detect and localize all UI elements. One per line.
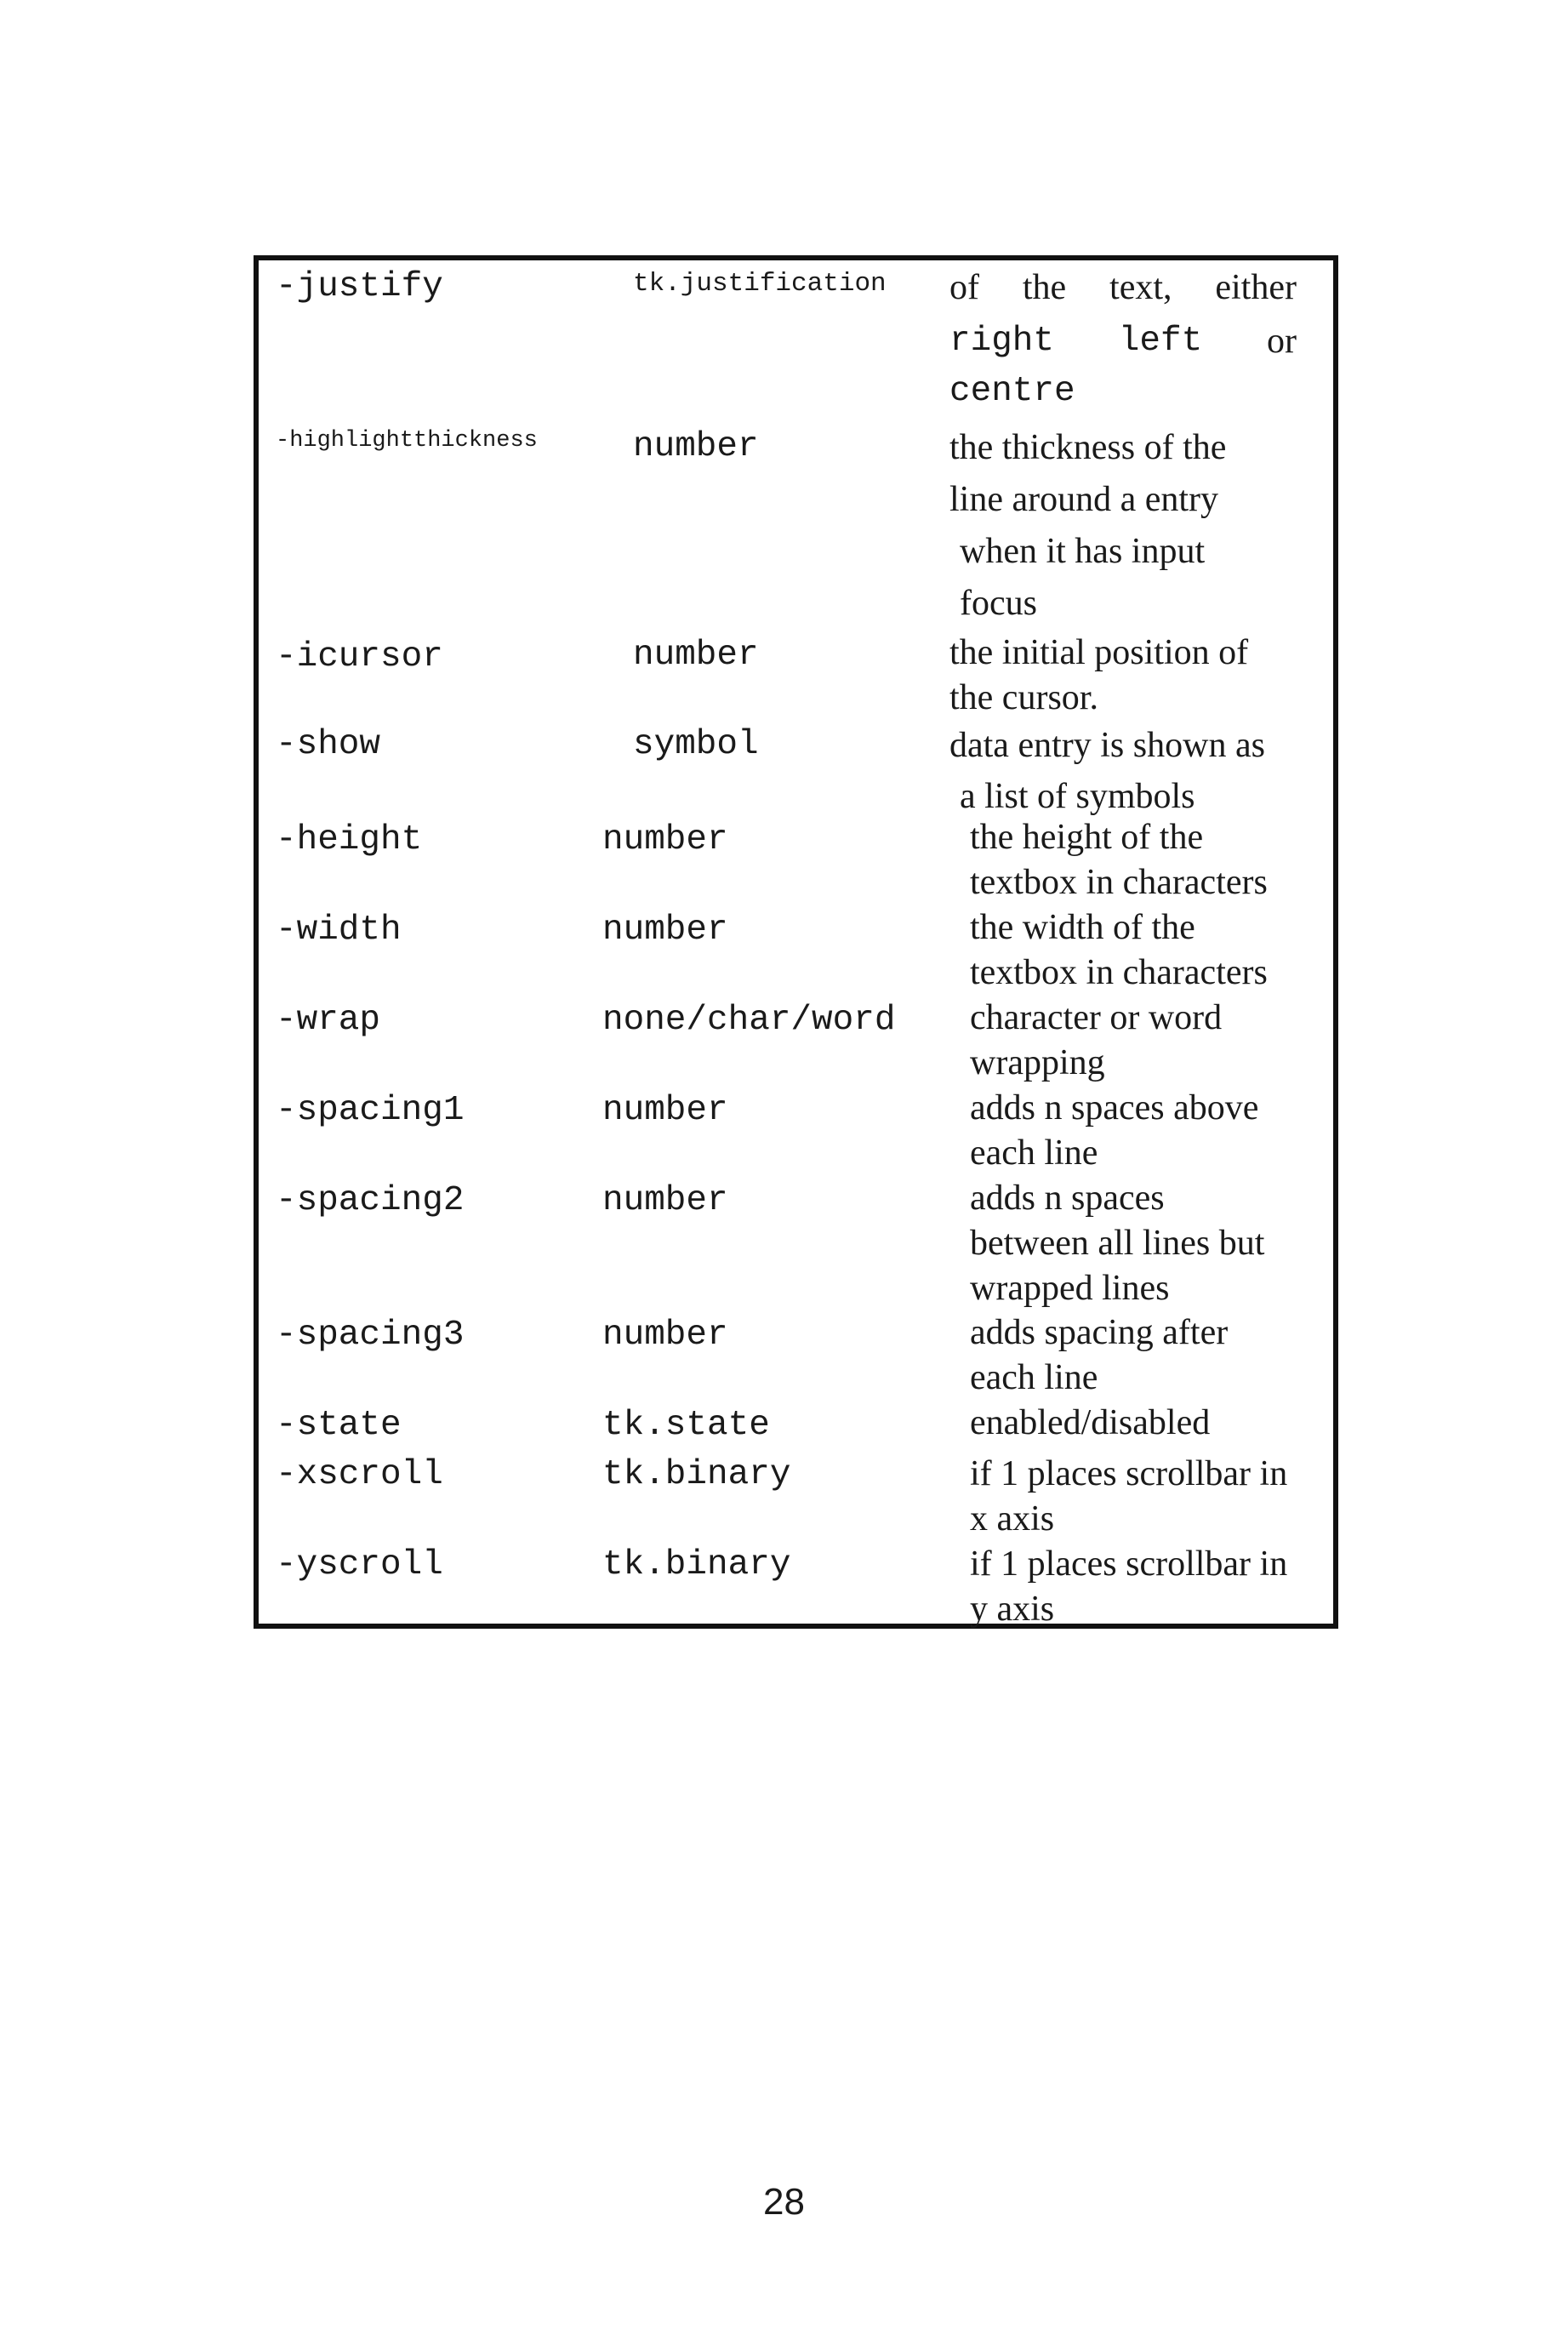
desc-line: the thickness of the xyxy=(949,428,1227,467)
desc-line: adds spacing after xyxy=(970,1313,1229,1352)
desc-word: right xyxy=(949,322,1055,361)
desc-word: left xyxy=(1118,322,1203,361)
desc-line: y axis xyxy=(970,1590,1055,1629)
desc-line: line around a entry xyxy=(949,480,1219,519)
option-description xyxy=(970,1310,1228,1401)
desc-line: enabled/disabled xyxy=(970,1403,1211,1442)
option-name: -wrap xyxy=(276,1001,381,1040)
option-description xyxy=(970,905,1268,996)
option-type: number xyxy=(602,1091,728,1130)
option-type: number xyxy=(602,820,728,859)
desc-line xyxy=(949,265,1297,311)
option-name: -height xyxy=(276,820,423,859)
option-name: -xscroll xyxy=(276,1455,443,1494)
option-name: -justify xyxy=(276,267,443,306)
desc-line: if 1 places scrollbar in xyxy=(970,1544,1288,1584)
option-name: -state xyxy=(276,1406,402,1445)
option-type: tk.state xyxy=(602,1406,770,1445)
option-description xyxy=(970,1401,1210,1446)
desc-line: the initial position of xyxy=(949,633,1249,672)
option-description xyxy=(949,631,1248,721)
option-description xyxy=(970,1542,1287,1632)
desc-line: wrapping xyxy=(970,1043,1105,1082)
desc-line: each line xyxy=(970,1133,1098,1173)
desc-line: the cursor. xyxy=(949,678,1098,717)
desc-line: textbox in characters xyxy=(970,953,1268,992)
desc-line: centre xyxy=(949,372,1075,411)
option-description xyxy=(970,1452,1287,1542)
option-type: tk.binary xyxy=(602,1455,791,1494)
option-name: -icursor xyxy=(276,637,443,676)
desc-line: x axis xyxy=(970,1499,1055,1539)
desc-line: textbox in characters xyxy=(970,863,1268,902)
option-type: tk.binary xyxy=(602,1545,791,1584)
desc-line: data entry is shown as xyxy=(949,726,1265,765)
desc-line: the width of the xyxy=(970,908,1195,947)
desc-line: adds n spaces above xyxy=(970,1088,1259,1127)
desc-word: either xyxy=(1215,268,1297,307)
options-table xyxy=(254,255,1338,1629)
desc-line: the height of the xyxy=(970,818,1204,857)
desc-line xyxy=(949,319,1297,364)
option-description xyxy=(949,265,1297,414)
desc-line: a list of symbols xyxy=(960,777,1195,816)
option-name: -width xyxy=(276,911,402,950)
option-description xyxy=(970,1086,1258,1176)
option-type: number xyxy=(633,636,759,675)
desc-word: text, xyxy=(1109,268,1172,307)
desc-word: or xyxy=(1266,322,1297,361)
desc-line: wrapped lines xyxy=(970,1269,1170,1308)
desc-line: focus xyxy=(960,584,1037,623)
desc-line: if 1 places scrollbar in xyxy=(970,1454,1288,1493)
option-name: -spacing3 xyxy=(276,1316,465,1355)
desc-word: the xyxy=(1022,268,1067,307)
page-number: 28 xyxy=(763,2181,805,2223)
option-type: number xyxy=(602,1316,728,1355)
option-type: number xyxy=(633,427,759,466)
option-description xyxy=(949,422,1226,630)
desc-line: character or word xyxy=(970,998,1223,1037)
desc-line: adds n spaces xyxy=(970,1179,1165,1218)
option-name: -spacing1 xyxy=(276,1091,465,1130)
option-type: number xyxy=(602,911,728,950)
option-type: none/char/word xyxy=(602,1001,896,1040)
option-name: -yscroll xyxy=(276,1545,443,1584)
desc-line: each line xyxy=(970,1358,1098,1397)
option-name: -spacing2 xyxy=(276,1181,465,1220)
option-description xyxy=(970,815,1268,905)
desc-line: between all lines but xyxy=(970,1224,1265,1263)
option-description xyxy=(949,720,1265,822)
option-type: tk.justification xyxy=(633,269,887,299)
option-description xyxy=(970,1176,1264,1311)
desc-word: of xyxy=(949,268,979,307)
option-name: -highlightthickness xyxy=(276,428,538,454)
desc-line: when it has input xyxy=(960,532,1206,571)
option-name: -show xyxy=(276,725,381,764)
option-type: symbol xyxy=(633,725,759,764)
option-type: number xyxy=(602,1181,728,1220)
option-description xyxy=(970,996,1222,1086)
